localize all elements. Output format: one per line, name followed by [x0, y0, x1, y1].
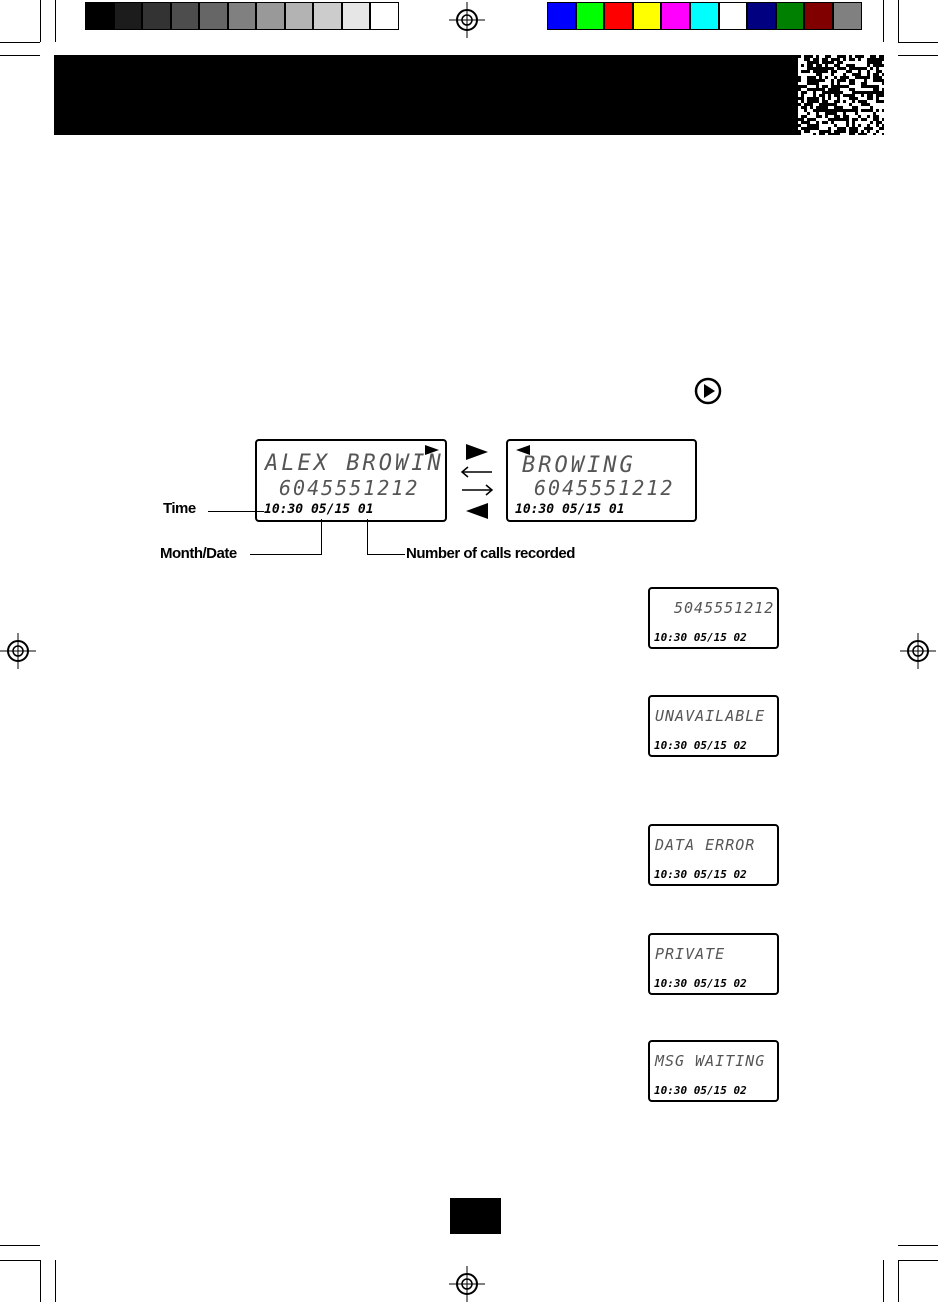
color-swatch [747, 2, 776, 30]
lcd-display [648, 824, 779, 886]
caller-time-date: 10:30 05/15 01 [264, 502, 374, 517]
display-time-date: 10:30 05/15 02 [654, 1084, 747, 1097]
month-date-leader-line [321, 519, 322, 554]
header-band [54, 55, 798, 135]
calls-recorded-label: Number of calls recorded [406, 545, 575, 562]
display-time-date: 10:30 05/15 02 [654, 868, 747, 881]
registration-mark-left [0, 633, 36, 669]
registration-mark-top [449, 2, 485, 38]
caller-name: ALEX BROWIN [265, 451, 444, 476]
display-text: DATA ERROR [655, 836, 756, 854]
display-text: 5045551212 [674, 599, 775, 617]
display-text: PRIVATE [655, 945, 726, 963]
gray-swatch [313, 2, 342, 30]
gray-swatch [342, 2, 371, 30]
month-date-label: Month/Date [160, 545, 237, 562]
color-swatch [833, 2, 862, 30]
display-time-date: 10:30 05/15 02 [654, 739, 747, 752]
color-swatch [604, 2, 633, 30]
time-leader-line [208, 511, 264, 512]
gray-swatch [199, 2, 228, 30]
gray-swatch [228, 2, 257, 30]
color-swatch [547, 2, 576, 30]
color-swatch [776, 2, 805, 30]
time-label: Time [163, 500, 196, 517]
page-number-box [450, 1198, 501, 1234]
lcd-display [648, 695, 779, 757]
gray-swatch [285, 2, 314, 30]
caller-number: 6045551212 [534, 476, 675, 500]
display-time-date: 10:30 05/15 02 [654, 977, 747, 990]
color-swatch [804, 2, 833, 30]
caller-number: 6045551212 [279, 476, 420, 500]
color-swatch [719, 2, 748, 30]
lcd-display [648, 933, 779, 995]
gray-swatch [256, 2, 285, 30]
caller-id-screen-left [255, 439, 447, 522]
caller-time-date: 10:30 05/15 01 [515, 502, 625, 517]
caller-id-screen-right [506, 439, 697, 522]
color-swatch [576, 2, 605, 30]
color-swatch [633, 2, 662, 30]
registration-mark-bottom [449, 1266, 485, 1302]
calls-leader-line [367, 519, 368, 554]
lcd-display [648, 1040, 779, 1102]
color-swatch [661, 2, 690, 30]
gray-swatch [85, 2, 114, 30]
display-time-date: 10:30 05/15 02 [654, 631, 747, 644]
play-button-icon [693, 376, 723, 406]
noise-pattern-graphic [798, 55, 884, 135]
display-text: UNAVAILABLE [655, 707, 766, 725]
gray-swatch [370, 2, 399, 30]
gray-swatch [142, 2, 171, 30]
registration-mark-right [900, 633, 936, 669]
caller-name: BROWING [522, 453, 636, 478]
color-swatch [690, 2, 719, 30]
lcd-display [648, 587, 779, 649]
display-text: MSG WAITING [655, 1052, 766, 1070]
navigation-arrows-graphic [458, 440, 498, 522]
gray-swatch [171, 2, 200, 30]
gray-swatch [114, 2, 143, 30]
